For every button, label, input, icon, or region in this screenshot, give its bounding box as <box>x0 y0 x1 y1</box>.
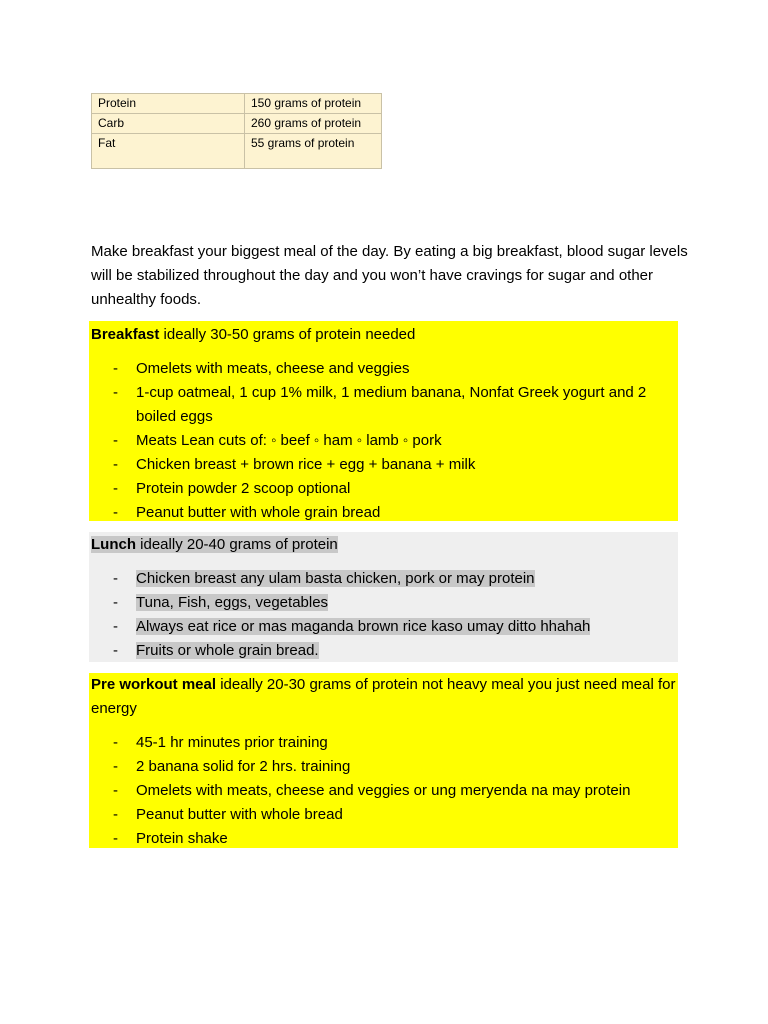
lunch-heading-highlight <box>91 536 338 553</box>
breakfast-subtitle: ideally 30-50 grams of protein needed <box>159 326 416 343</box>
bullet-dash: - <box>113 480 118 497</box>
table-cell-amount: 150 grams of protein <box>245 94 382 114</box>
table-row <box>92 114 382 134</box>
list-item-text: Protein shake <box>136 830 228 847</box>
list-item-text: Protein powder 2 scoop optional <box>136 480 351 497</box>
table-cell-nutrient: Fat <box>92 134 245 169</box>
list-item <box>89 477 678 501</box>
preworkout-heading <box>89 673 678 721</box>
breakfast-list <box>89 357 678 525</box>
lunch-section <box>89 532 678 662</box>
bullet-dash: - <box>113 618 118 635</box>
lunch-title: Lunch <box>91 536 136 553</box>
table-row <box>92 94 382 114</box>
macro-table <box>91 93 382 169</box>
list-item-text: Peanut butter with whole grain bread <box>136 504 381 521</box>
list-item <box>89 381 678 429</box>
list-item-text: Chicken breast any ulam basta chicken, pork or may protein <box>136 570 535 587</box>
list-item <box>89 567 678 591</box>
list-item <box>89 731 678 755</box>
bullet-dash: - <box>113 782 118 799</box>
list-item <box>89 357 678 381</box>
list-item <box>89 591 678 615</box>
preworkout-subtitle: ideally 20-30 grams of protein not heavy meal you just need meal for energy <box>91 676 676 717</box>
list-item <box>89 827 678 851</box>
bullet-dash: - <box>113 642 118 659</box>
table-cell-nutrient: Protein <box>92 94 245 114</box>
list-item <box>89 501 678 525</box>
list-item-text: Fruits or whole grain bread. <box>136 642 319 659</box>
bullet-dash: - <box>113 456 118 473</box>
bullet-dash: - <box>113 830 118 847</box>
bullet-dash: - <box>113 806 118 823</box>
breakfast-section <box>89 321 678 521</box>
preworkout-list <box>89 731 678 851</box>
list-item <box>89 755 678 779</box>
bullet-dash: - <box>113 758 118 775</box>
list-item-text: 1-cup oatmeal, 1 cup 1% milk, 1 medium banana, Nonfat Greek yogurt and 2 boiled eggs <box>136 384 647 425</box>
table-cell-amount: 260 grams of protein <box>245 114 382 134</box>
list-item <box>89 615 678 639</box>
bullet-dash: - <box>113 734 118 751</box>
list-item-text: 2 banana solid for 2 hrs. training <box>136 758 351 775</box>
bullet-dash: - <box>113 432 118 449</box>
table-row <box>92 134 382 169</box>
bullet-dash: - <box>113 570 118 587</box>
bullet-dash: - <box>113 384 118 401</box>
lunch-heading <box>89 532 678 557</box>
list-item <box>89 803 678 827</box>
list-item-text: Omelets with meats, cheese and veggies <box>136 360 410 377</box>
preworkout-section <box>89 673 678 848</box>
list-item <box>89 639 678 663</box>
breakfast-title: Breakfast <box>91 326 160 343</box>
bullet-dash: - <box>113 360 118 377</box>
bullet-dash: - <box>113 504 118 521</box>
list-item-text: Peanut butter with whole bread <box>136 806 343 823</box>
list-item-text: Omelets with meats, cheese and veggies or ung meryenda na may protein <box>136 782 631 799</box>
list-item-text: 45-1 hr minutes prior training <box>136 734 328 751</box>
list-item-text: Chicken breast + brown rice + egg + banana + milk <box>136 456 476 473</box>
bullet-dash: - <box>113 594 118 611</box>
list-item <box>89 453 678 477</box>
table-cell-amount: 55 grams of protein <box>245 134 382 169</box>
table-cell-nutrient: Carb <box>92 114 245 134</box>
preworkout-title: Pre workout meal <box>91 676 217 693</box>
breakfast-heading <box>89 321 678 347</box>
list-item-text: Always eat rice or mas maganda brown rice kaso umay ditto hhahah <box>136 618 591 635</box>
list-item <box>89 429 678 453</box>
lunch-list <box>89 567 678 663</box>
list-item-text: Tuna, Fish, eggs, vegetables <box>136 594 329 611</box>
list-item <box>89 779 678 803</box>
list-item-text: Meats Lean cuts of: ◦ beef ◦ ham ◦ lamb ◦ pork <box>136 432 442 449</box>
lunch-subtitle: ideally 20-40 grams of protein <box>136 536 338 553</box>
intro-paragraph: Make breakfast your biggest meal of the day. By eating a big breakfast, blood sugar levels will be stabilized throughout the day and you won’t have cravings for sugar and other unhealthy foods. <box>91 243 688 308</box>
